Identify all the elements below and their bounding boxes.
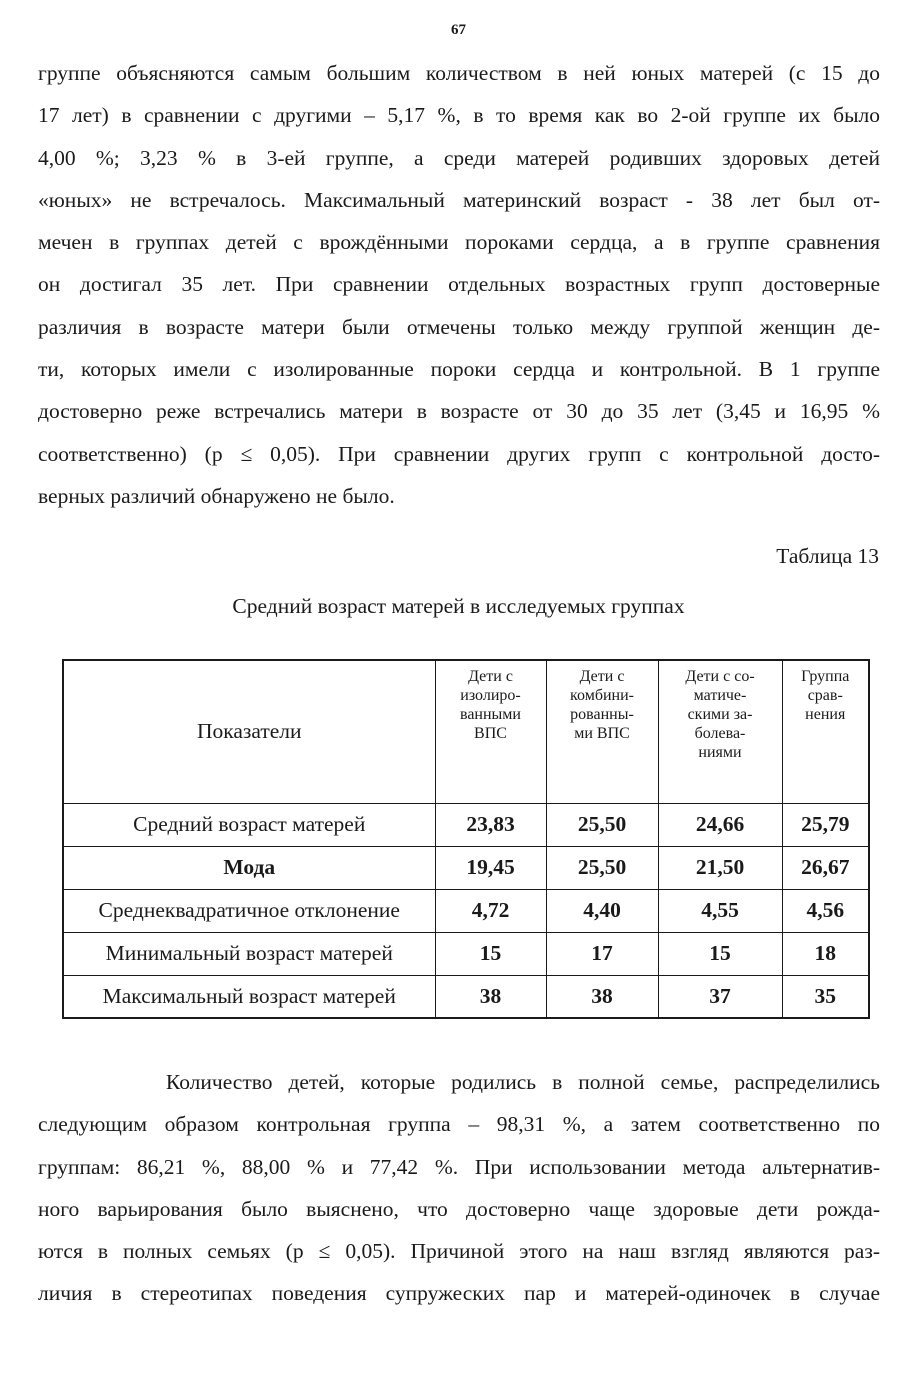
text-line: различия в возрасте матери были отмечены только между группой женщин де- — [38, 314, 880, 339]
text-line: личия в стереотипах поведения супружеских пар и матерей-одиночек в случае — [38, 1281, 880, 1306]
text-line: достоверно реже встречались матери в возрасте от 30 до 35 лет (3,45 и 16,95 % — [38, 399, 880, 424]
cell-value: 38 — [435, 975, 546, 1018]
cell-value: 24,66 — [658, 803, 782, 846]
text-line: верных различий обнаружено не было. — [38, 483, 395, 508]
table-label: Таблица 13 — [776, 544, 879, 568]
table-row — [63, 803, 869, 846]
cell-value: 18 — [782, 932, 869, 975]
row-label: Мода — [63, 846, 435, 889]
text-line: 4,00 %; 3,23 % в 3-ей группе, а среди матерей родивших здоровых детей — [38, 145, 880, 170]
cell-value: 4,56 — [782, 889, 869, 932]
row-label: Максимальный возраст матерей — [63, 975, 435, 1018]
cell-value: 25,50 — [546, 846, 658, 889]
cell-value: 38 — [546, 975, 658, 1018]
text-line: соответственно) (p ≤ 0,05). При сравнении других групп с контрольной досто- — [38, 441, 880, 466]
row-label: Минимальный возраст матерей — [63, 932, 435, 975]
text-line: следующим образом контрольная группа – 98,31 %, а затем соответственно по — [38, 1112, 880, 1137]
cell-value: 25,79 — [782, 803, 869, 846]
cell-value: 37 — [658, 975, 782, 1018]
text-line: он достигал 35 лет. При сравнении отдельных возрастных групп достоверные — [38, 272, 880, 297]
text-line: «юных» не встречалось. Максимальный материнский возраст - 38 лет был от- — [38, 187, 880, 212]
header-somatic-diseases: Дети с со- матиче- скими за- болева- ниями — [658, 660, 782, 803]
cell-value: 15 — [435, 932, 546, 975]
table-row — [63, 846, 869, 889]
cell-value: 15 — [658, 932, 782, 975]
text-line: 17 лет) в сравнении с другими – 5,17 %, в то время как во 2-ой группе их было — [38, 103, 880, 128]
table-row — [63, 932, 869, 975]
header-indicators: Показатели — [63, 660, 435, 803]
text-line: ются в полных семьях (p ≤ 0,05). Причиной этого на наш взгляд являются раз- — [38, 1239, 880, 1264]
cell-value: 19,45 — [435, 846, 546, 889]
header-isolated-chd: Дети с изолиро- ванными ВПС — [435, 660, 546, 803]
cell-value: 4,40 — [546, 889, 658, 932]
text-line: Количество детей, которые родились в полной семье, распределились — [38, 1070, 880, 1094]
row-label: Среднеквадратичное отклонение — [63, 889, 435, 932]
cell-value: 4,55 — [658, 889, 782, 932]
table-row — [63, 889, 869, 932]
text-line: ного варьирования было выяснено, что достоверно чаще здоровые дети рожда- — [38, 1196, 880, 1221]
cell-value: 17 — [546, 932, 658, 975]
table-row — [63, 975, 869, 1018]
paragraph-2 — [38, 1061, 880, 1315]
cell-value: 35 — [782, 975, 869, 1018]
cell-value: 21,50 — [658, 846, 782, 889]
text-line: группам: 86,21 %, 88,00 % и 77,42 %. При использовании метода альтернатив- — [38, 1154, 880, 1179]
maternal-age-table — [62, 659, 870, 1019]
text-line: мечен в группах детей с врождёнными пороками сердца, а в группе сравнения — [38, 230, 880, 255]
page-number: 67 — [451, 22, 466, 38]
table-title: Средний возраст матерей в исследуемых группах — [232, 594, 685, 618]
text-line: ти, которых имели с изолированные пороки сердца и контрольной. В 1 группе — [38, 357, 880, 382]
cell-value: 25,50 — [546, 803, 658, 846]
header-combined-chd: Дети с комбини- рованны- ми ВПС — [546, 660, 658, 803]
cell-value: 4,72 — [435, 889, 546, 932]
text-line: группе объясняются самым большим количеством в ней юных матерей (с 15 до — [38, 61, 880, 85]
cell-value: 23,83 — [435, 803, 546, 846]
header-comparison-group: Группа срав- нения — [782, 660, 869, 803]
cell-value: 26,67 — [782, 846, 869, 889]
paragraph-1 — [38, 52, 880, 517]
row-label: Средний возраст матерей — [63, 803, 435, 846]
table-header-row — [63, 660, 869, 803]
